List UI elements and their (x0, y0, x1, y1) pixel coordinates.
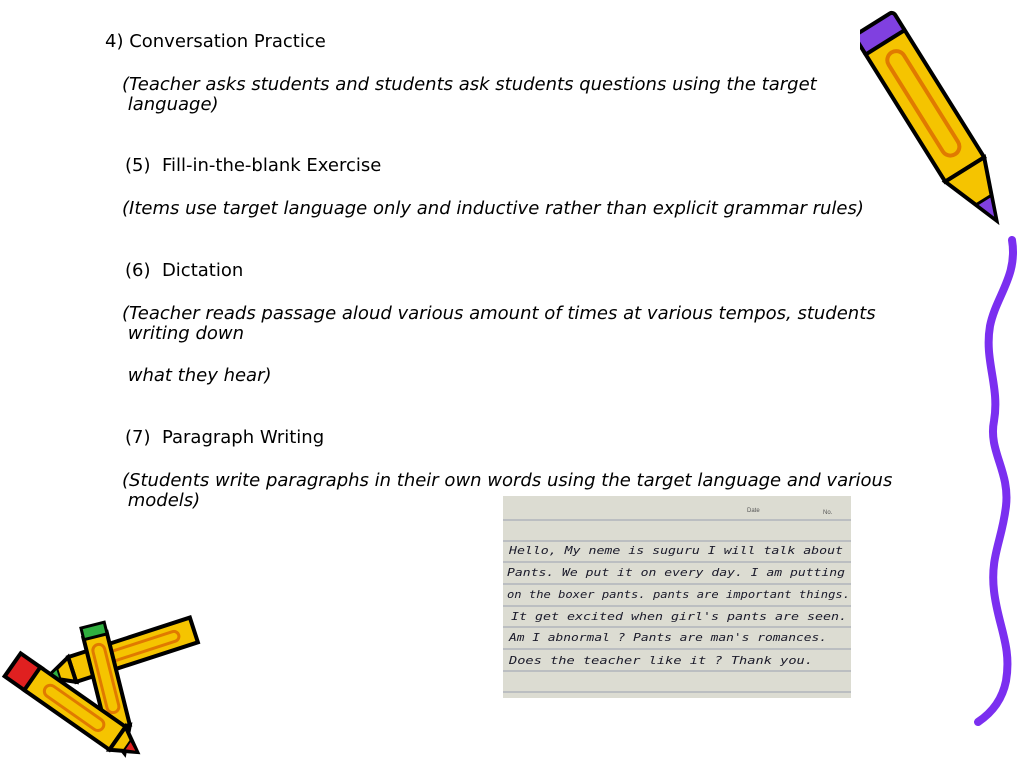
item-7-desc-line-2: models) (122, 490, 201, 511)
item-5-desc-line-1: (Items use target language only and inductive rather than explicit grammar rules) (122, 198, 864, 219)
pencil-top-right-icon (860, 0, 1010, 245)
purple-squiggle-icon (960, 236, 1020, 726)
date-label: Date (747, 508, 760, 514)
item-4-desc-line-1: (Teacher asks students and students ask students questions using the target (122, 74, 817, 95)
number-label: No. (823, 510, 833, 516)
item-7-desc-line-1: (Students write paragraphs in their own words using the target language and various (122, 470, 893, 491)
handwriting-line-1: Hello, My neme is suguru I will talk about (507, 545, 843, 557)
handwriting-line-4: It get excited when girl's pants are seen. (511, 611, 847, 623)
handwriting-line-6: Does the teacher like it ? Thank you. (507, 655, 813, 667)
handwriting-line-3: on the boxer pants. pants are important things. (507, 589, 850, 601)
item-6-desc-line-3: what they hear) (122, 365, 272, 386)
item-6-heading: (6) Dictation (125, 260, 244, 281)
item-6-desc-line-1: (Teacher reads passage aloud various amount of times at various tempos, students (122, 303, 876, 324)
handwriting-photo (503, 496, 851, 698)
item-4-desc-line-2: language) (122, 94, 219, 115)
item-6-desc-line-2: writing down (122, 323, 245, 344)
pencils-bottom-left-icon (0, 615, 210, 765)
item-4-heading: 4) Conversation Practice (105, 31, 326, 52)
item-7-heading: (7) Paragraph Writing (125, 427, 325, 448)
handwriting-line-5: Am I abnormal ? Pants are man's romances. (507, 632, 827, 644)
item-5-heading: (5) Fill-in-the-blank Exercise (125, 155, 382, 176)
handwriting-line-2: Pants. We put it on every day. I am putting (507, 567, 845, 579)
